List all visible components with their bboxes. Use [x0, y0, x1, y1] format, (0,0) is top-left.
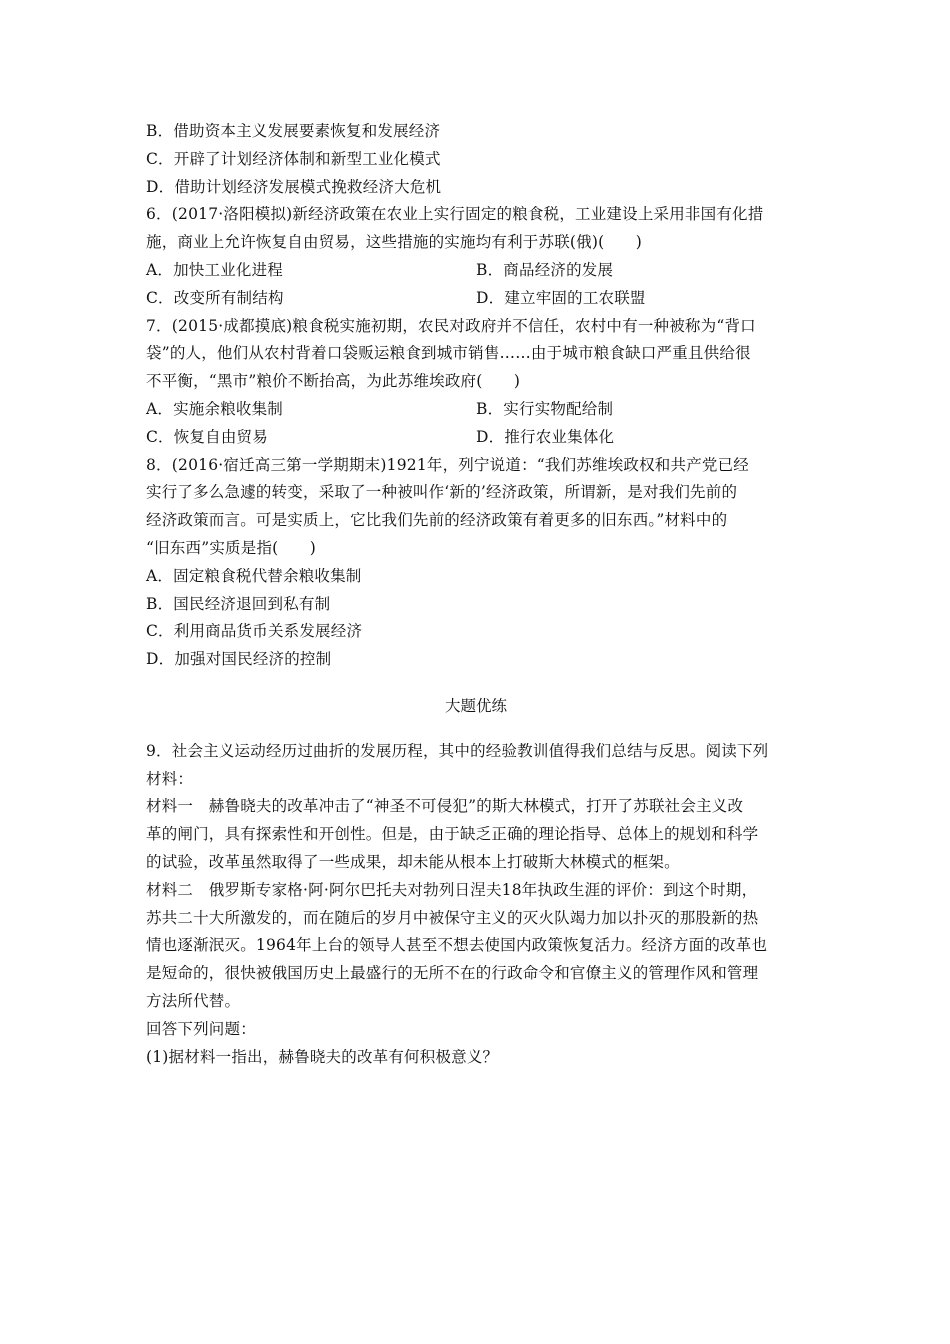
- q8-option-d: D．加强对国民经济的控制: [146, 650, 332, 669]
- q5-option-c: C．开辟了计划经济体制和新型工业化模式: [146, 149, 441, 168]
- q6-stem-line-1: 6．(2017·洛阳模拟)新经济政策在农业上实行固定的粮食税，工业建设上采用非国有化措: [146, 205, 764, 224]
- q7-stem-line-3: 不平衡，“黑市”粮价不断抬高，为此苏维埃政府( ): [146, 372, 521, 391]
- q8-option-c: C．利用商品货币关系发展经济: [146, 622, 363, 641]
- q7-stem-line-2: 袋”的人，他们从农村背着口袋贩运粮食到城市销售……由于城市粮食缺口严重且供给很: [146, 344, 751, 363]
- section-title: 大题优练: [444, 696, 507, 715]
- q7-options-row-2: [146, 424, 806, 452]
- q9-prompt: 回答下列问题：: [146, 1019, 256, 1038]
- q6-options-row-2: [146, 285, 806, 313]
- document-page: [146, 118, 806, 1071]
- q6-option-b: B．商品经济的发展: [476, 260, 614, 279]
- q9-material-1-line-2: 革的闸门，具有探索性和开创性。但是，由于缺乏正确的理论指导、总体上的规划和科学: [146, 825, 759, 844]
- q7-option-b: B．实行实物配给制: [476, 399, 614, 418]
- q7-option-a: A．实施余粮收集制: [146, 399, 283, 418]
- q9-stem-line-2: 材料：: [146, 769, 194, 788]
- q9-material-1-line-3: 的试验，改革虽然取得了一些成果，却未能从根本上打破斯大林模式的框架。: [146, 852, 680, 871]
- q7-options-row-1: [146, 396, 806, 424]
- q9-material-2-line-3: 情也逐渐泯灭。1964年上台的领导人甚至不想去使国内政策恢复活力。经济方面的改革也: [146, 936, 768, 955]
- q8-stem-line-2: 实行了多么急遽的转变，采取了一种被叫作‘新的’经济政策，所谓新，是对我们先前的: [146, 483, 738, 502]
- q9-subquestion-1: (1)据材料一指出，赫鲁晓夫的改革有何积极意义？: [146, 1047, 499, 1066]
- q6-stem-line-2: 施，商业上允许恢复自由贸易，这些措施的实施均有利于苏联(俄)( ): [146, 233, 642, 252]
- q8-option-b: B．国民经济退回到私有制: [146, 594, 331, 613]
- q9-material-2-line-5: 方法所代替。: [146, 991, 241, 1010]
- q9-material-1-line-1: 材料一 赫鲁晓夫的改革冲击了“神圣不可侵犯”的斯大林模式，打开了苏联社会主义改: [146, 797, 744, 816]
- q8-stem-line-4: “旧东西”实质是指( ): [146, 538, 317, 557]
- q6-option-d: D．建立牢固的工农联盟: [476, 288, 646, 307]
- q6-options-row-1: [146, 257, 806, 285]
- q8-stem-line-3: 经济政策而言。可是实质上，它比我们先前的经济政策有着更多的旧东西。”材料中的: [146, 511, 728, 530]
- q9-material-2-line-4: 是短命的，很快被俄国历史上最盛行的无所不在的行政命令和官僚主义的管理作风和管理: [146, 964, 759, 983]
- q7-stem-line-1: 7．(2015·成都摸底)粮食税实施初期，农民对政府并不信任，农村中有一种被称为“背口: [146, 316, 756, 335]
- q8-stem-line-1: 8．(2016·宿迁高三第一学期期末)1921年，列宁说道：“我们苏维埃政权和共产党已经: [146, 455, 750, 474]
- q9-material-2-line-1: 材料二 俄罗斯专家格·阿·阿尔巴托夫对勃列日涅夫18年执政生涯的评价：到这个时期，: [146, 880, 758, 899]
- q5-option-d: D．借助计划经济发展模式挽救经济大危机: [146, 177, 442, 196]
- q7-option-c: C．恢复自由贸易: [146, 427, 268, 446]
- q5-option-b: B．借助资本主义发展要素恢复和发展经济: [146, 122, 441, 140]
- q7-option-d: D．推行农业集体化: [476, 427, 615, 446]
- q9-stem-line-1: 9．社会主义运动经历过曲折的发展历程，其中的经验教训值得我们总结与反思。阅读下列: [146, 741, 769, 760]
- q8-option-a: A．固定粮食税代替余粮收集制: [146, 566, 362, 585]
- q6-option-c: C．改变所有制结构: [146, 288, 284, 307]
- q9-material-2-line-2: 苏共二十大所激发的，而在随后的岁月中被保守主义的灭火队竭力加以扑灭的那股新的热: [146, 908, 759, 927]
- q6-option-a: A．加快工业化进程: [146, 260, 283, 279]
